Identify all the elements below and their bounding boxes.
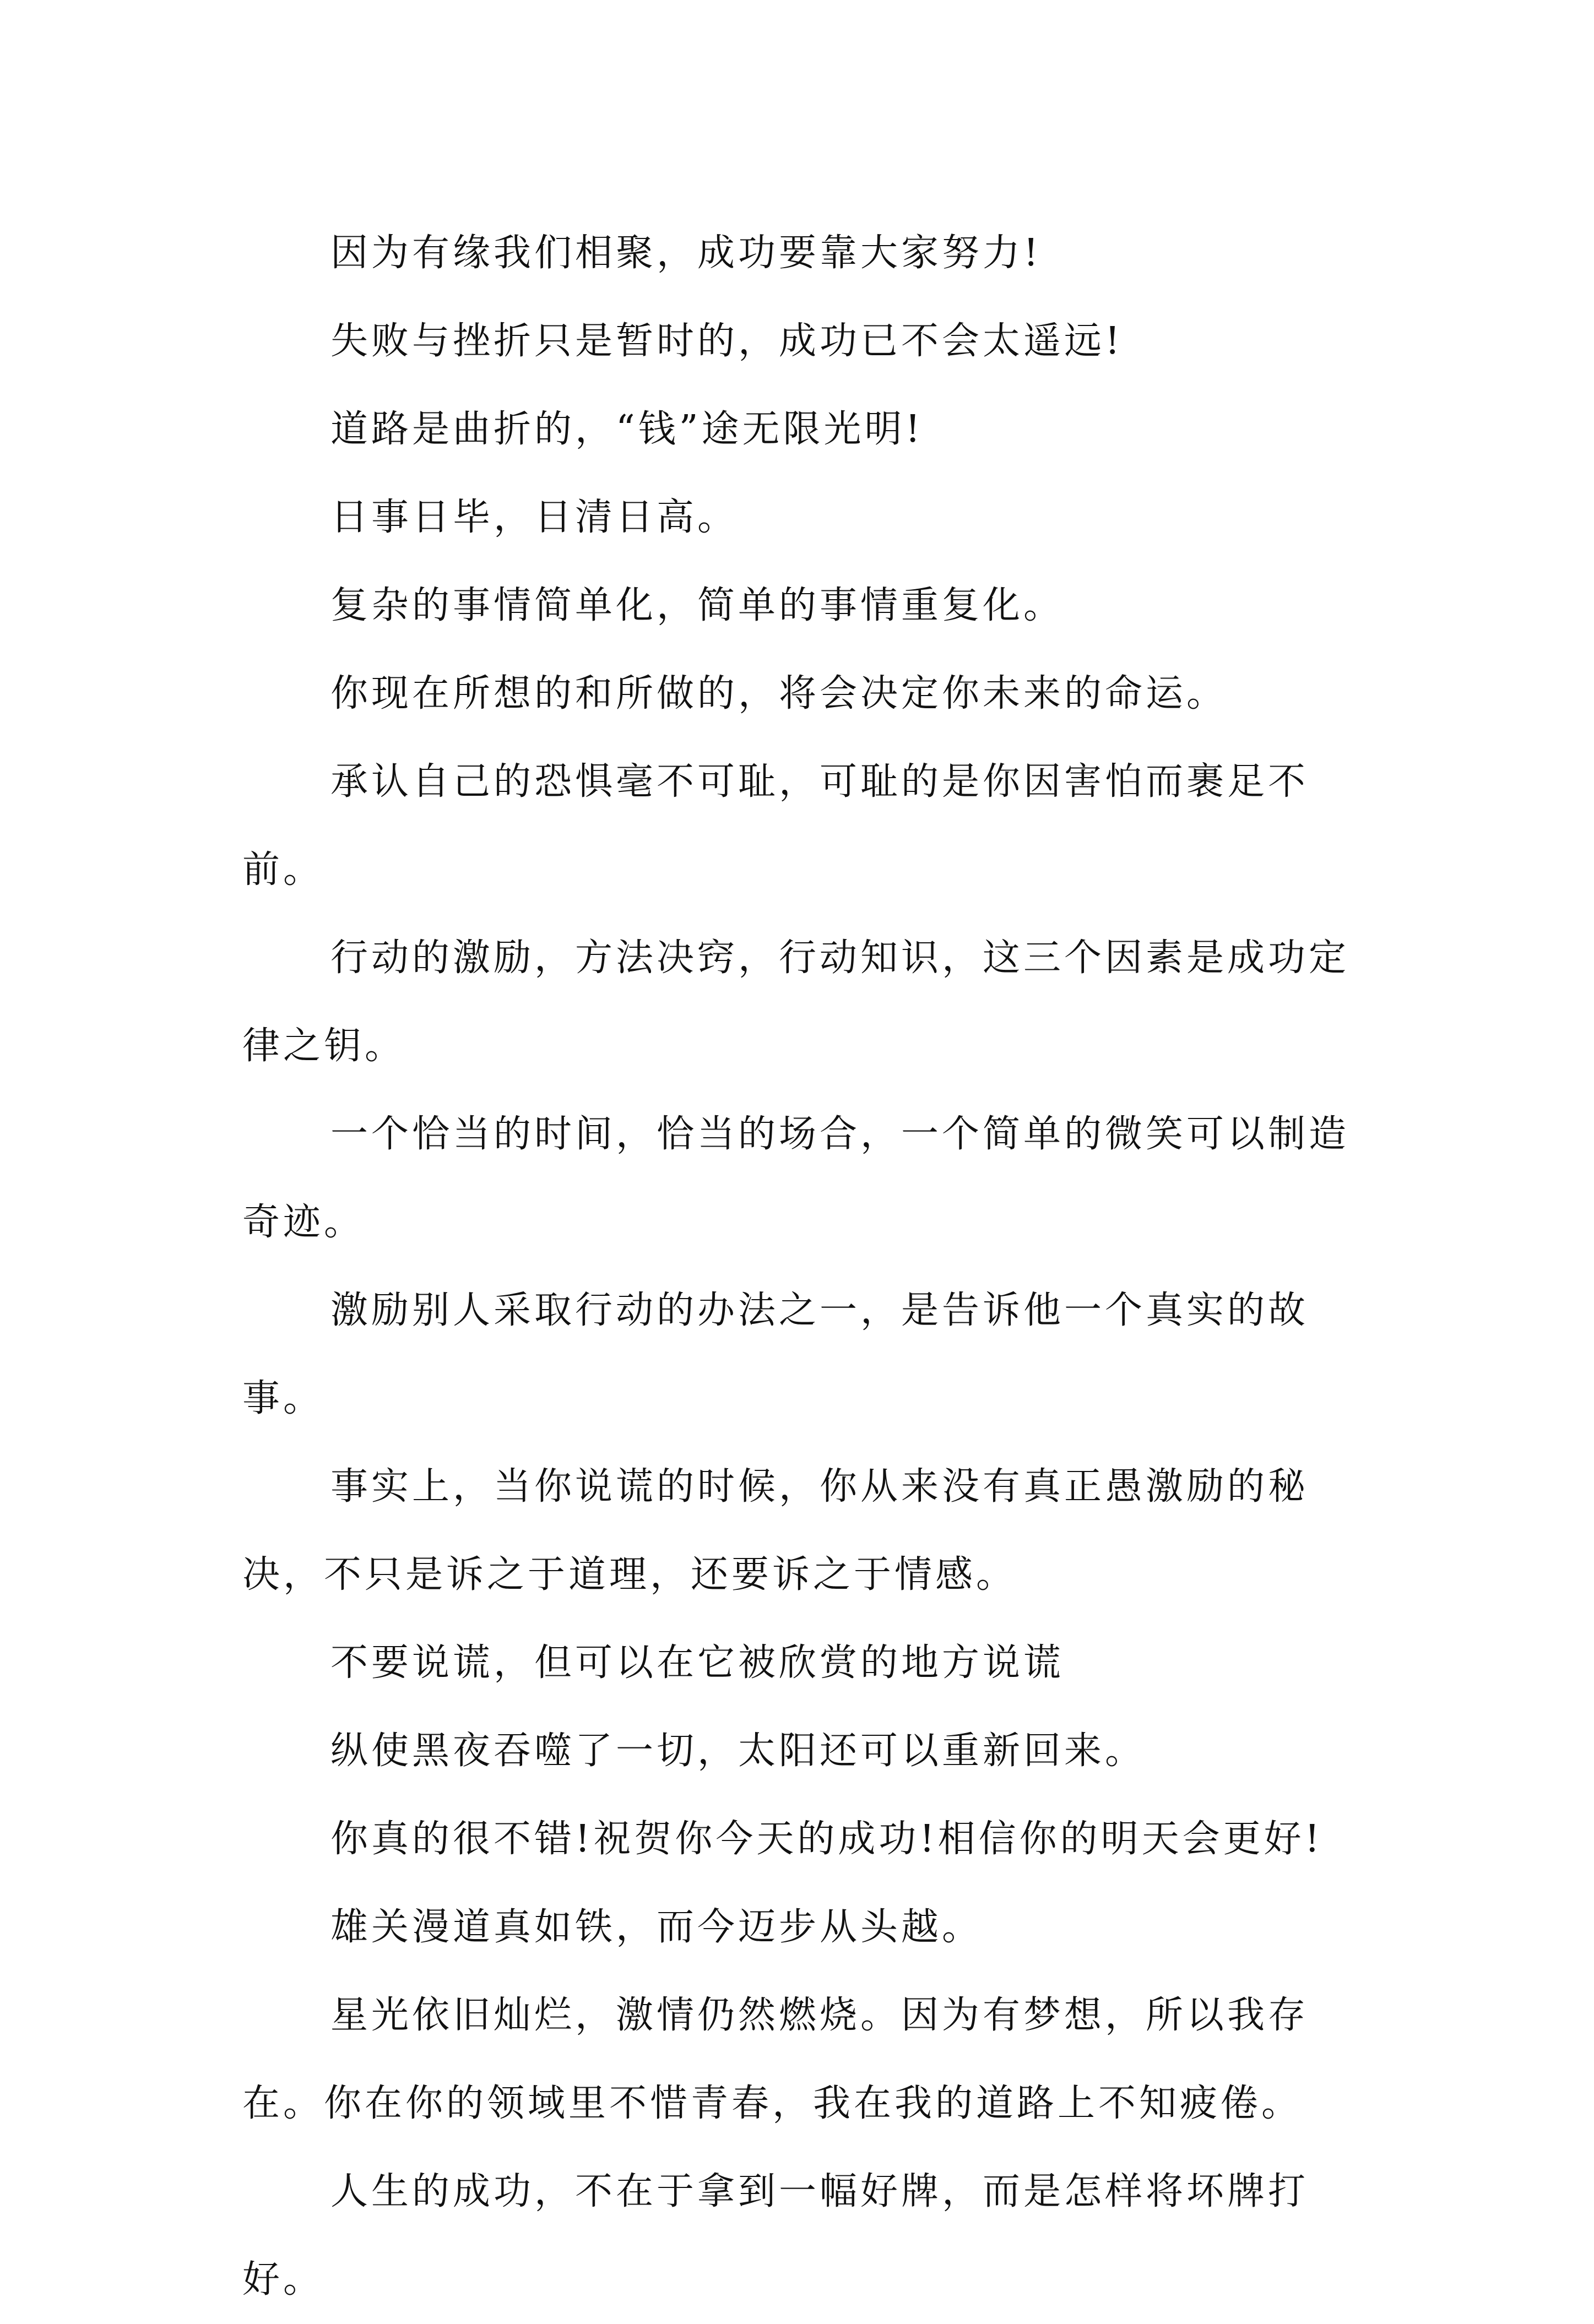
paragraph: 复杂的事情简单化，简单的事情重复化。 xyxy=(330,584,1065,627)
document-body xyxy=(242,209,1366,2324)
paragraph: 失败与挫折只是暂时的，成功已不会太遥远! xyxy=(330,319,1124,363)
paragraph: 不要说谎，但可以在它被欣赏的地方说谎 xyxy=(330,1641,1065,1685)
paragraph: 人生的成功，不在于拿到一幅好牌，而是怎样将坏牌打好。 xyxy=(242,2170,1309,2301)
paragraph: 日事日毕，日清日高。 xyxy=(330,496,739,539)
paragraph: 因为有缘我们相聚，成功要靠大家努力! xyxy=(330,231,1042,275)
paragraph: 星光依旧灿烂，激情仍然燃烧。因为有梦想，所以我存在。你在你的领域里不惜青春，我在我的道路上不知疲倦。 xyxy=(242,1994,1309,2125)
paragraph: 承认自己的恐惧毫不可耻，可耻的是你因害怕而裹足不前。 xyxy=(242,760,1309,892)
paragraph: 道路是曲折的，“钱”途无限光明! xyxy=(330,408,924,451)
paragraph: 你现在所想的和所做的，将会决定你未来的命运。 xyxy=(330,672,1228,715)
paragraph: 行动的激励，方法决窍，行动知识，这三个因素是成功定律之钥。 xyxy=(242,936,1350,1068)
paragraph: 雄关漫道真如铁，而今迈步从头越。 xyxy=(330,1905,983,1949)
paragraph: 你真的很不错!祝贺你今天的成功!相信你的明天会更好! xyxy=(330,1817,1323,1861)
paragraph: 激励别人采取行动的办法之一，是告诉他一个真实的故事。 xyxy=(242,1289,1309,1420)
paragraph: 纵使黑夜吞噬了一切，太阳还可以重新回来。 xyxy=(330,1729,1146,1773)
paragraph: 事实上，当你说谎的时候，你从来没有真正愚激励的秘决，不只是诉之于道理，还要诉之于情感。 xyxy=(242,1465,1309,1597)
paragraph: 一个恰当的时间，恰当的场合，一个简单的微笑可以制造奇迹。 xyxy=(242,1112,1350,1244)
